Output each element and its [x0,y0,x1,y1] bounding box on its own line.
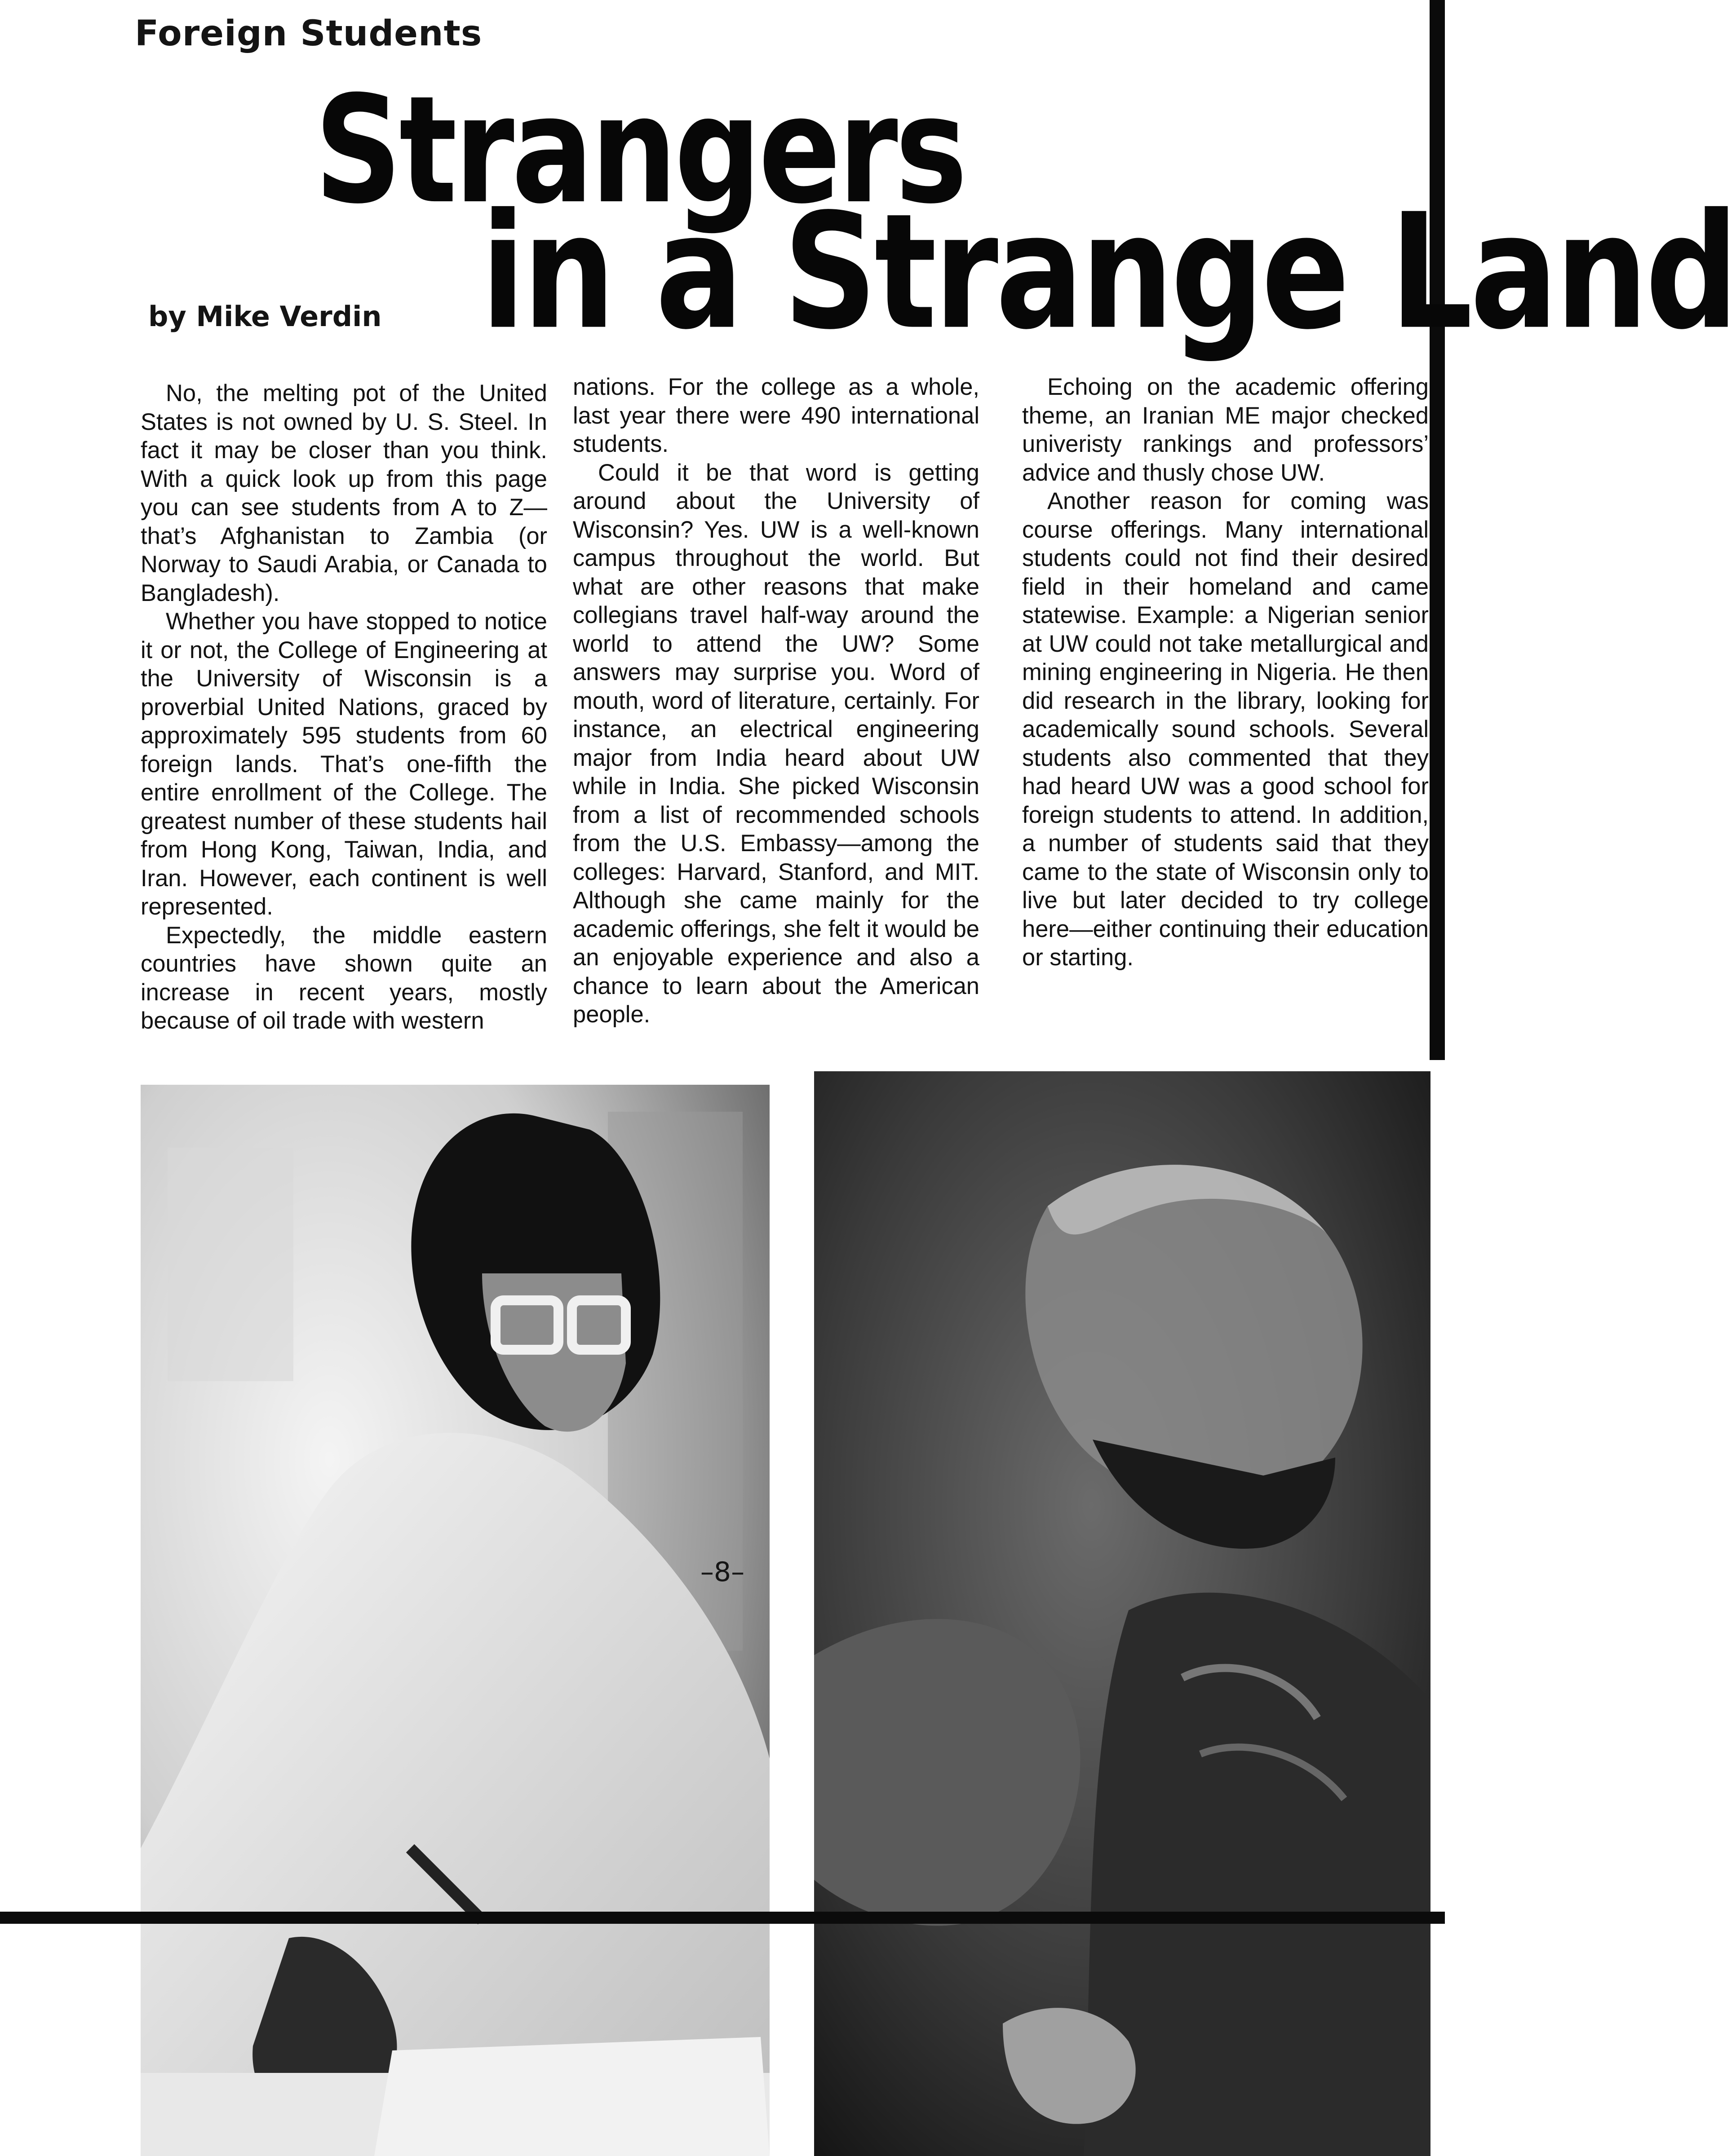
byline: by Mike Verdin [148,300,382,333]
headline-line-2: in a Strange Land [481,180,1736,365]
paragraph: Echoing on the academic offering theme, an Iranian ME major checked univeristy rankings and professors’ advice and thusly chose UW. [1022,374,1429,486]
page-edge-right [1430,0,1445,1060]
paragraph: nations. For the college as a whole, last year there were 490 international students. [573,374,979,457]
article-column-2 [573,373,979,1029]
section-label: Foreign Students [135,13,483,54]
student-reading-photo [814,1071,1430,2156]
paragraph: Whether you have stopped to notice it or not, the College of Engineering at the University of Wisconsin is a proverbial United Nations, graced by approximately 595 students from 60 foreign lands. That’s one-fifth the entire enrollment of the College. The greatest number of these students hail from Hong Kong, Taiwan, India, and Iran. However, each continent is well represented. [141,608,547,920]
article-column-3 [1022,373,1429,972]
page-number: –8– [700,1556,745,1588]
article-column-1 [141,379,547,1035]
paragraph: Another reason for coming was course offerings. Many international students could not find their desired field in their homeland and came statewise. Example: a Nigerian senior at UW could not take metallurgical and mining engineering in Nigeria. He then did research in the library, looking for academically sound schools. Several students also commented that they had heard UW was a good school for foreign students to attend. In addition, a number of students said that they came to the state of Wisconsin only to live but later decided to try college here—either continuing their education or starting. [1022,488,1429,971]
page-edge-bottom [0,1912,1445,1924]
paragraph: Could it be that word is getting around about the University of Wisconsin? Yes. UW is a well-known campus throughout the world. But what are other reasons that make collegians travel half-way around the world to attend the UW? Some answers may surprise you. Word of mouth, word of literature, certainly. For instance, an electrical engineering major from India heard about UW while in India. She picked Wisconsin from a list of recommended schools from the U.S. Embassy—among the colleges: Harvard, Stanford, and MIT. Although she came mainly for the academic offerings, she felt it would be an enjoyable experience and also a chance to learn about the American people. [573,459,979,1028]
paragraph: No, the melting pot of the United States is not owned by U. S. Steel. In fact it may be closer than you think. With a quick look up from this page you can see students from A to Z—that’s Afghanistan to Zambia (or Norway to Saudi Arabia, or Canada to Bangladesh). [141,380,547,606]
paragraph: Expectedly, the middle eastern countries have shown quite an increase in recent years, mostly because of oil trade with western [141,922,547,1034]
headline-line-1: Strangers [314,63,965,237]
student-writing-photo [141,1085,770,2156]
